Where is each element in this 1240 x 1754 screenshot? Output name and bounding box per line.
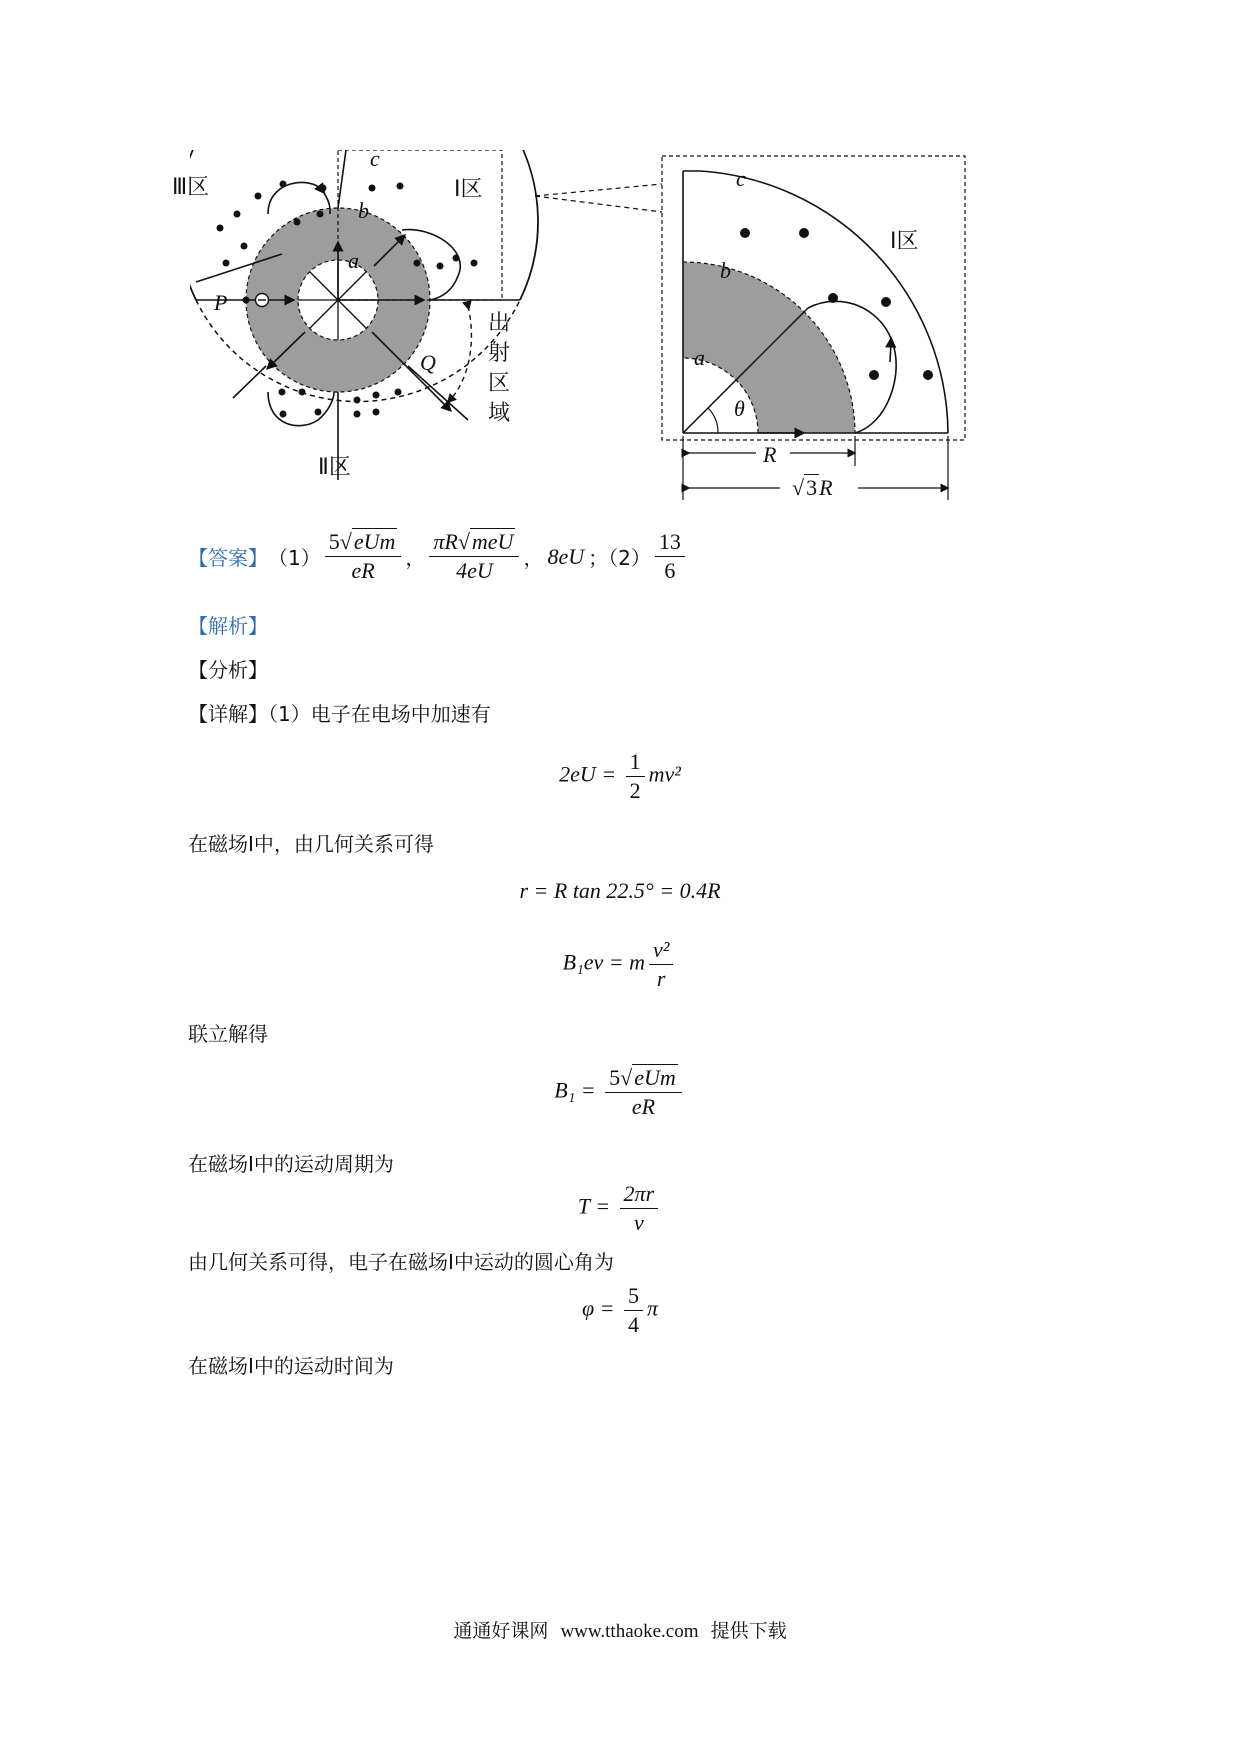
detail-line (188, 698, 491, 727)
eq4-coef: 5 (609, 1065, 621, 1090)
exit-region-arc (450, 306, 471, 400)
equation-6 (0, 1284, 1240, 1337)
footer-url[interactable]: www.tthaoke.com (560, 1621, 699, 1642)
r-label-zone1: Ⅰ区 (890, 229, 919, 254)
page-footer (0, 1616, 1240, 1643)
eq4-lhs: B₁ = (554, 1077, 596, 1103)
answer-frac-2 (429, 530, 519, 583)
answer-val3: 8eU (547, 543, 585, 569)
arc-zone2 (268, 392, 334, 426)
answer-frac-1 (325, 530, 402, 583)
label-P: P (214, 290, 228, 315)
label-c: c (370, 146, 380, 171)
label-zone3: Ⅲ区 (172, 175, 210, 200)
eq6-rhs: π (647, 1295, 659, 1321)
f2-rad: meU (471, 529, 514, 554)
label-exit-2: 射 (488, 341, 511, 366)
answer-comma2: ， (523, 546, 544, 571)
footer-suffix: 提供下载 (710, 1620, 787, 1642)
eq4-sqrt-sign: √ (620, 1065, 633, 1090)
r-label-theta: θ (734, 396, 745, 421)
eq3-lhs: B₁ev = m (562, 949, 645, 975)
r-label-b: b (720, 258, 731, 283)
equation-4 (0, 1066, 1240, 1119)
f1-coef: 5 (328, 529, 340, 554)
label-zone2: Ⅱ区 (318, 455, 351, 480)
p-mag1: 在磁场I中，由几何关系可得 (188, 832, 434, 856)
label-exit-4: 域 (488, 401, 511, 426)
answer-semi: ；（2） (588, 546, 651, 571)
eq3-num: v² (649, 938, 673, 965)
eq6-lhs: φ = (581, 1295, 615, 1321)
label-zone1: Ⅰ区 (454, 177, 483, 202)
p-period: 在磁场I中的运动周期为 (188, 1152, 394, 1176)
label-exit-1: 出 (488, 311, 511, 336)
label-Q: Q (420, 350, 436, 375)
eq4-den: eR (631, 1094, 656, 1120)
equation-1 (0, 750, 1240, 803)
eq5-num: 2πr (620, 1182, 659, 1209)
equation-3 (0, 938, 1240, 991)
label-b: b (358, 198, 369, 223)
p-lianli: 联立解得 (188, 1022, 268, 1046)
f1-sqrt-sign: √ (339, 529, 352, 554)
eq1-den: 2 (629, 778, 641, 804)
fenxi-tag: 【分析】 (188, 658, 268, 682)
r-label-R: R (763, 442, 777, 467)
answer-comma1: ， (405, 546, 426, 571)
eq5-lhs: T = (577, 1193, 611, 1219)
eq3-den: r (656, 966, 666, 992)
detail-tag: 【详解】 (188, 702, 268, 726)
p-time: 在磁场I中的运动时间为 (188, 1354, 394, 1378)
answer-line (188, 530, 689, 583)
f4-num: 13 (655, 530, 685, 557)
right-figure (660, 150, 980, 510)
r-label-a: a (694, 345, 705, 370)
answer-part1: （1） (268, 546, 321, 571)
sqrt-radicand: 3 (806, 475, 818, 500)
label-a: a (348, 248, 359, 273)
equation-2: r = R tan 22.5° = 0.4R (519, 878, 721, 903)
analysis-tag: 【解析】 (188, 614, 268, 638)
f2-pre: πR (433, 529, 458, 554)
f2-sqrt-sign: √ (457, 529, 470, 554)
answer-tag: 【答案】 (188, 546, 268, 571)
sqrt3R-R: R (819, 475, 833, 500)
sqrt-sign: √ (792, 475, 805, 500)
p-angle: 由几何关系可得，电子在磁场I中运动的圆心角为 (188, 1250, 614, 1274)
footer-site: 通通好课网 (453, 1620, 549, 1642)
label-exit-3: 区 (488, 371, 511, 396)
f2-den: 4eU (456, 558, 493, 584)
answer-frac-4 (655, 530, 685, 583)
eq1-rhs: mv² (648, 761, 681, 787)
eq6-num: 5 (624, 1284, 643, 1311)
eq6-den: 4 (628, 1312, 639, 1338)
f1-rad: eUm (353, 529, 396, 554)
equation-5 (0, 1182, 1240, 1235)
r-label-sqrt3R (792, 475, 833, 501)
f4-den: 6 (664, 558, 676, 584)
eq1-lhs: 2eU = (559, 761, 617, 787)
f1-den: eR (351, 558, 375, 584)
zoom-connector (530, 180, 665, 220)
detail-text: （1）电子在电场中加速有 (268, 702, 491, 726)
eq4-rad: eUm (634, 1065, 676, 1090)
eq1-num: 1 (626, 750, 645, 777)
eq5-den: v (633, 1210, 644, 1236)
r-label-c: c (736, 166, 746, 191)
